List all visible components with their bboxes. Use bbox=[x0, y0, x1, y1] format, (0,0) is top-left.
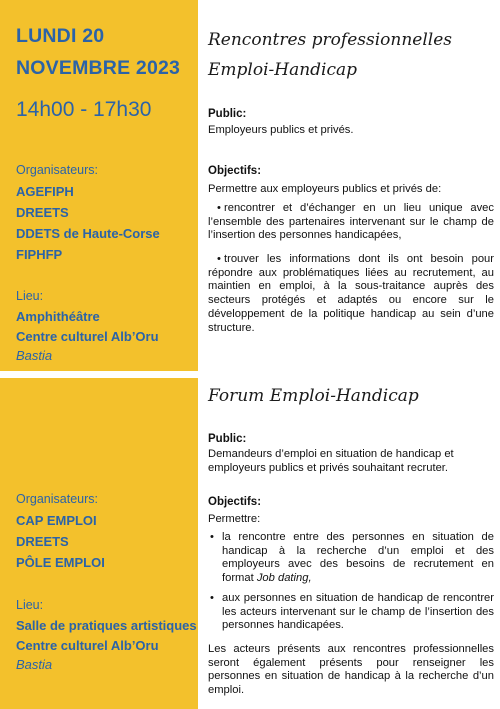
public-heading: Public: bbox=[208, 433, 247, 445]
place-label: Lieu: bbox=[16, 289, 44, 303]
place-building: Centre culturel Alb’Oru bbox=[16, 638, 159, 653]
objective-bullet bbox=[208, 253, 494, 335]
public-text: Demandeurs d’emploi en situation de handicap et employeurs publics et privés souhaitant recruter. bbox=[208, 448, 454, 474]
place-building: Centre culturel Alb’Oru bbox=[16, 329, 159, 344]
public-heading: Public: bbox=[208, 108, 247, 120]
event-date-day: LUNDI 20 bbox=[16, 25, 105, 47]
place-city: Bastia bbox=[16, 348, 53, 363]
sidebar bbox=[0, 0, 198, 371]
objective-bullet bbox=[208, 202, 494, 243]
event-title: Forum Emploi-Handicap bbox=[208, 386, 419, 406]
event-panel-forum bbox=[0, 378, 500, 709]
bullet-text bbox=[208, 531, 494, 586]
objectives-heading: Objectifs: bbox=[208, 496, 262, 508]
objectives-intro: Permettre: bbox=[208, 513, 261, 525]
sidebar bbox=[0, 378, 198, 709]
bullet-text: rencontrer et d’échanger en un lieu unique avec l’ensemble des partenaires intervenant sur le champ de l’insertion des personnes handicapées, bbox=[208, 202, 494, 242]
organiser-item: FIPHFP bbox=[16, 247, 63, 262]
bullet-icon: • bbox=[217, 253, 221, 265]
event-time: 14h00 - 17h30 bbox=[16, 98, 152, 121]
event-title-line1: Rencontres professionnelles bbox=[208, 30, 452, 50]
organiser-item: AGEFIPH bbox=[16, 184, 74, 199]
objectives-intro: Permettre aux employeurs publics et privés de: bbox=[208, 183, 442, 195]
place-venue: Amphithéâtre bbox=[16, 309, 100, 324]
objectives-heading: Objectifs: bbox=[208, 165, 262, 177]
bullet-icon: • bbox=[210, 531, 214, 543]
bullet-text-italic: Job dating, bbox=[256, 572, 312, 585]
organiser-item: DREETS bbox=[16, 534, 69, 549]
objective-bullet bbox=[208, 592, 494, 633]
place-label: Lieu: bbox=[16, 598, 44, 612]
bullet-icon: • bbox=[210, 592, 214, 604]
bullet-text-main: la rencontre entre des personnes en situation de handicap à la recherche d’un emploi et des employeurs avec des besoins de recrutement en format bbox=[222, 531, 494, 585]
place-city: Bastia bbox=[16, 657, 53, 672]
bullet-icon: • bbox=[217, 202, 221, 214]
organiser-item: DREETS bbox=[16, 205, 69, 220]
organiser-item: CAP EMPLOI bbox=[16, 513, 97, 528]
organisers-label: Organisateurs: bbox=[16, 163, 98, 177]
section-divider bbox=[0, 371, 500, 378]
bullet-text: trouver les informations dont ils ont besoin pour répondre aux problématiques liées au recrutement, au maintien en emploi, à la sous-traitance auprès des secteurs protégés et adaptés ou encore sur le développement de la politique handicap au sein d’une structure. bbox=[208, 253, 494, 334]
closing-text: Les acteurs présents aux rencontres professionnelles seront également présents pour renseigner les personnes en situation de handicap à la recherche d’un emploi. bbox=[208, 643, 494, 697]
organiser-item: DDETS de Haute-Corse bbox=[16, 226, 160, 241]
event-date-month: NOVEMBRE 2023 bbox=[16, 57, 181, 79]
place-venue: Salle de pratiques artistiques bbox=[16, 618, 197, 633]
objective-bullet bbox=[208, 531, 494, 586]
public-text: Employeurs publics et privés. bbox=[208, 124, 354, 136]
event-title-line2: Emploi-Handicap bbox=[208, 60, 358, 80]
organiser-item: PÔLE EMPLOI bbox=[16, 555, 105, 570]
bullet-text: aux personnes en situation de handicap de rencontrer les acteurs intervenant sur le champ de l’insertion des personnes handicapées. bbox=[222, 592, 494, 632]
organisers-label: Organisateurs: bbox=[16, 492, 98, 506]
